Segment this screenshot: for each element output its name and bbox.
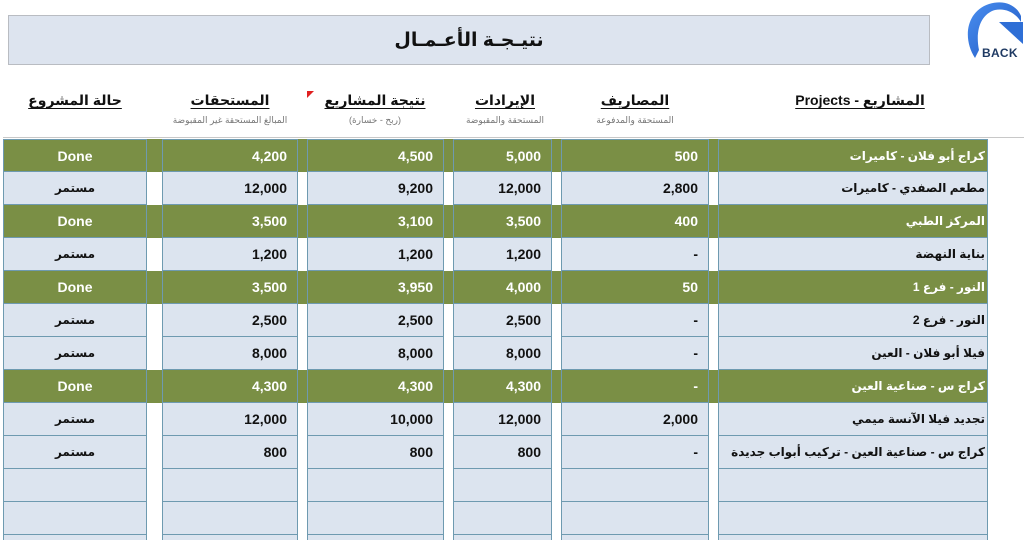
column-spacer xyxy=(146,502,163,535)
cell-expenses[interactable]: - xyxy=(561,370,709,403)
cell-due[interactable]: 4,200 xyxy=(162,139,298,172)
header-due-title: المستحقات xyxy=(190,92,270,108)
column-spacer xyxy=(146,139,163,172)
cell-revenue[interactable]: 800 xyxy=(453,436,552,469)
cell-project[interactable]: بناية النهضة xyxy=(718,238,988,271)
header-status-title: حالة المشروع xyxy=(28,92,122,108)
table-row xyxy=(3,370,988,403)
cell-revenue[interactable]: 5,000 xyxy=(453,139,552,172)
cell-status[interactable] xyxy=(3,469,147,502)
cell-due[interactable]: 1,200 xyxy=(162,238,298,271)
column-spacer xyxy=(146,238,163,271)
column-spacer xyxy=(146,469,163,502)
comment-indicator-icon[interactable] xyxy=(307,91,314,98)
cell-due[interactable]: 3,500 xyxy=(162,205,298,238)
column-spacer xyxy=(146,304,163,337)
table-row xyxy=(3,271,988,304)
header-expenses-subtitle: المستحقة والمدفوعة xyxy=(596,115,674,125)
cell-due[interactable]: 12,000 xyxy=(162,172,298,205)
cell-revenue[interactable]: 1,200 xyxy=(453,238,552,271)
back-label: BACK xyxy=(982,46,1018,60)
cell-project[interactable]: النور - فرع 1 xyxy=(718,271,988,304)
header-due xyxy=(155,92,305,126)
cell-revenue[interactable]: 12,000 xyxy=(453,403,552,436)
column-spacer xyxy=(146,535,163,540)
cell-expenses[interactable]: - xyxy=(561,238,709,271)
cell-due[interactable]: 2,500 xyxy=(162,304,298,337)
cell-status[interactable]: مستمر xyxy=(3,238,147,271)
header-revenue xyxy=(450,92,560,126)
header-status xyxy=(10,92,140,109)
cell-expenses[interactable]: 2,800 xyxy=(561,172,709,205)
cell-result[interactable] xyxy=(307,502,444,535)
cell-project[interactable] xyxy=(718,535,988,540)
column-spacer xyxy=(146,403,163,436)
cell-expenses[interactable] xyxy=(561,469,709,502)
table-row xyxy=(3,469,988,502)
cell-status[interactable]: مستمر xyxy=(3,172,147,205)
cell-due[interactable] xyxy=(162,469,298,502)
cell-result[interactable]: 4,300 xyxy=(307,370,444,403)
cell-status[interactable]: Done xyxy=(3,139,147,172)
column-headers xyxy=(0,92,1024,138)
cell-result[interactable]: 10,000 xyxy=(307,403,444,436)
header-project-title: المشاريع - Projects xyxy=(795,92,925,108)
column-spacer xyxy=(146,370,163,403)
back-button[interactable] xyxy=(955,0,1024,66)
table-row xyxy=(3,139,988,172)
header-divider xyxy=(3,137,1024,138)
cell-expenses[interactable]: 2,000 xyxy=(561,403,709,436)
cell-result[interactable]: 3,100 xyxy=(307,205,444,238)
cell-project[interactable]: النور - فرع 2 xyxy=(718,304,988,337)
cell-project[interactable]: تجديد فيلا الآنسة ميمي xyxy=(718,403,988,436)
cell-due[interactable]: 3,500 xyxy=(162,271,298,304)
cell-project[interactable]: كراج أبو فلان - كاميرات xyxy=(718,139,988,172)
header-result xyxy=(310,92,440,126)
cell-result[interactable]: 9,200 xyxy=(307,172,444,205)
cell-project[interactable] xyxy=(718,502,988,535)
table-row xyxy=(3,172,988,205)
cell-project[interactable]: المركز الطبي xyxy=(718,205,988,238)
header-expenses-title: المصاريف xyxy=(600,92,670,108)
table-row xyxy=(3,502,988,535)
cell-expenses[interactable]: - xyxy=(561,304,709,337)
cell-revenue[interactable] xyxy=(453,469,552,502)
cell-expenses[interactable]: 400 xyxy=(561,205,709,238)
cell-result[interactable]: 4,500 xyxy=(307,139,444,172)
cell-revenue[interactable]: 12,000 xyxy=(453,172,552,205)
page-title-box xyxy=(8,15,930,65)
header-project xyxy=(760,92,960,109)
cell-revenue[interactable]: 3,500 xyxy=(453,205,552,238)
table-row xyxy=(3,403,988,436)
cell-due[interactable]: 12,000 xyxy=(162,403,298,436)
cell-status[interactable]: مستمر xyxy=(3,337,147,370)
table-row xyxy=(3,238,988,271)
projects-table xyxy=(3,139,988,540)
cell-project[interactable] xyxy=(718,469,988,502)
cell-expenses[interactable]: 500 xyxy=(561,139,709,172)
cell-expenses[interactable]: 50 xyxy=(561,271,709,304)
cell-result[interactable] xyxy=(307,535,444,540)
page-title: نتيـجـة الأعـمـال xyxy=(394,29,544,51)
header-revenue-title: الإيرادات xyxy=(474,92,536,108)
cell-expenses[interactable] xyxy=(561,502,709,535)
cell-expenses[interactable]: - xyxy=(561,337,709,370)
cell-revenue[interactable]: 2,500 xyxy=(453,304,552,337)
header-expenses xyxy=(570,92,700,126)
cell-revenue[interactable]: 4,300 xyxy=(453,370,552,403)
header-due-subtitle: المبالغ المستحقة غير المقبوضة xyxy=(172,115,288,125)
cell-status[interactable]: مستمر xyxy=(3,403,147,436)
cell-result[interactable]: 2,500 xyxy=(307,304,444,337)
cell-result[interactable]: 800 xyxy=(307,436,444,469)
cell-revenue[interactable]: 4,000 xyxy=(453,271,552,304)
cell-revenue[interactable] xyxy=(453,535,552,540)
cell-status[interactable] xyxy=(3,535,147,540)
column-spacer xyxy=(146,436,163,469)
cell-project[interactable]: مطعم الصفدي - كاميرات xyxy=(718,172,988,205)
cell-result[interactable] xyxy=(307,469,444,502)
cell-revenue[interactable] xyxy=(453,502,552,535)
column-spacer xyxy=(146,271,163,304)
cell-status[interactable]: مستمر xyxy=(3,436,147,469)
cell-due[interactable]: 8,000 xyxy=(162,337,298,370)
cell-expenses[interactable]: - xyxy=(561,436,709,469)
column-spacer xyxy=(146,172,163,205)
cell-revenue[interactable]: 8,000 xyxy=(453,337,552,370)
cell-status[interactable]: Done xyxy=(3,205,147,238)
cell-status[interactable] xyxy=(3,502,147,535)
cell-result[interactable]: 3,950 xyxy=(307,271,444,304)
table-row xyxy=(3,535,988,540)
cell-project[interactable]: كراج س - صناعية العين xyxy=(718,370,988,403)
cell-status[interactable]: Done xyxy=(3,271,147,304)
column-spacer xyxy=(146,337,163,370)
cell-result[interactable]: 1,200 xyxy=(307,238,444,271)
table-row xyxy=(3,205,988,238)
cell-due[interactable]: 4,300 xyxy=(162,370,298,403)
cell-result[interactable]: 8,000 xyxy=(307,337,444,370)
cell-due[interactable] xyxy=(162,502,298,535)
table-row xyxy=(3,337,988,370)
cell-expenses[interactable] xyxy=(561,535,709,540)
cell-status[interactable]: مستمر xyxy=(3,304,147,337)
cell-status[interactable]: Done xyxy=(3,370,147,403)
cell-project[interactable]: كراج س - صناعية العين - تركيب أبواب جديدة xyxy=(718,436,988,469)
cell-due[interactable]: 800 xyxy=(162,436,298,469)
header-revenue-subtitle: المستحقة والمقبوضة xyxy=(465,115,545,125)
header-result-title: نتيجة المشاريع xyxy=(324,92,426,108)
header-result-subtitle: (ربح - خسارة) xyxy=(348,115,402,125)
table-row xyxy=(3,436,988,469)
cell-due[interactable] xyxy=(162,535,298,540)
cell-project[interactable]: فيلا أبو فلان - العين xyxy=(718,337,988,370)
column-spacer xyxy=(146,205,163,238)
table-row xyxy=(3,304,988,337)
